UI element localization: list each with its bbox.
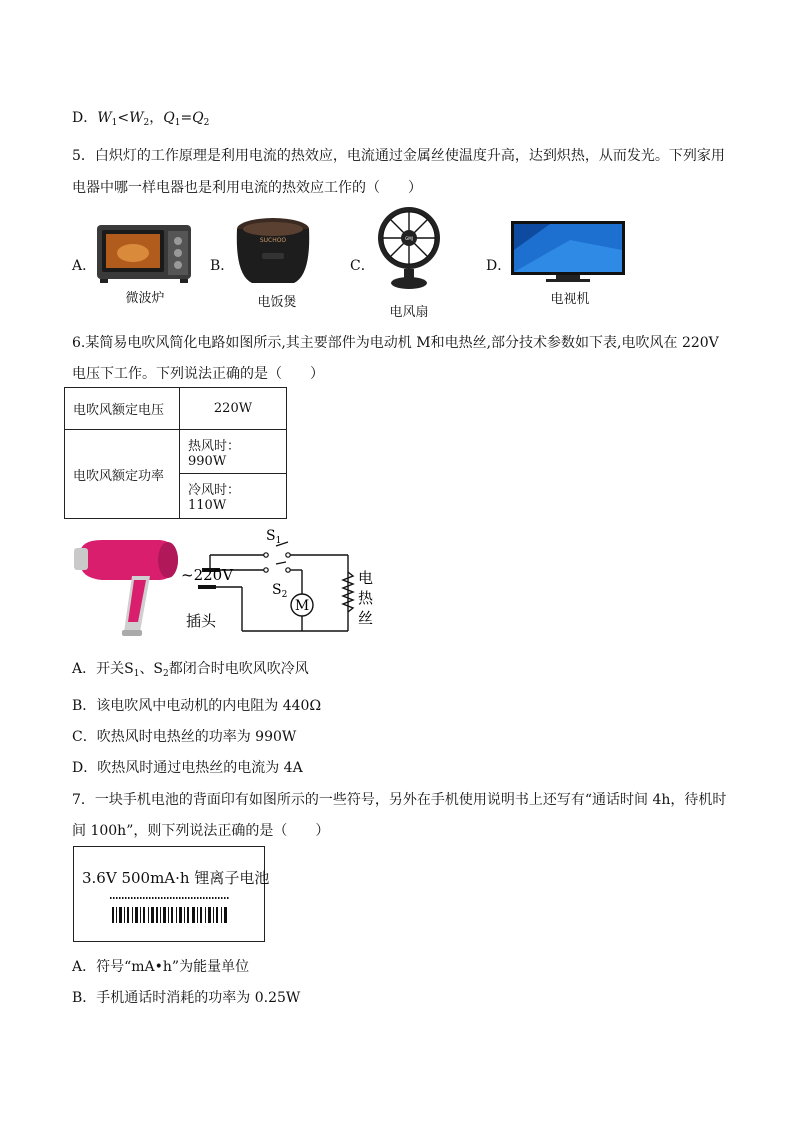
var-q2: Q (192, 110, 204, 126)
microwave-oven-image (96, 223, 192, 285)
hot-air-power: 热风时：990W (180, 430, 287, 474)
q5-option-d-label[interactable]: D． (486, 258, 512, 274)
heater-label-3: 丝 (358, 609, 374, 627)
heater-label-2: 热 (358, 589, 374, 607)
heater-label-1: 电 (358, 569, 374, 587)
rated-power-label: 电吹风额定功率 (65, 430, 180, 519)
hair-dryer-image (72, 532, 182, 640)
sub: 1 (133, 669, 140, 679)
q5-option-c-caption: 电风扇 (389, 305, 429, 320)
q5-stem-line2: 电器中哪一样电器也是利用电流的热效应工作的（ ） (72, 180, 422, 196)
sub: 2 (143, 118, 150, 128)
q7-option-b[interactable]: B．手机通话时消耗的功率为 0.25W (72, 990, 301, 1006)
circuit-diagram (180, 528, 380, 640)
q6-stem-line2: 电压下工作。下列说法正确的是（ ） (72, 366, 324, 382)
s2-sub: 2 (281, 590, 288, 600)
barcode-icon (108, 895, 232, 925)
q5-option-c-label[interactable]: C． (350, 258, 375, 274)
television-image (510, 220, 626, 284)
spec-table (64, 387, 287, 519)
q7-option-a[interactable]: A．符号“mA•h”为能量单位 (72, 959, 250, 975)
s1-sub: 1 (275, 536, 282, 546)
q7-stem-line1: 7．一块手机电池的背面印有如图所示的一些符号，另外在手机使用说明书上还写有“通话时间 4h，待机时 (72, 792, 727, 808)
sub: 2 (163, 669, 169, 679)
q5-option-a-caption: 微波炉 (125, 291, 165, 306)
battery-label-box (73, 846, 270, 942)
option-label: D． (72, 110, 98, 126)
separator: ， (149, 110, 164, 126)
q5-option-d-caption: 电视机 (550, 292, 590, 307)
q5-option-b-caption: 电饭煲 (257, 295, 297, 310)
rice-cooker-brand: SUCHOO (259, 237, 287, 244)
q6-option-c[interactable]: C．吹热风时电热丝的功率为 990W (72, 729, 297, 745)
rice-cooker-image (232, 215, 314, 289)
q7-stem-line2: 间 100h”，则下列说法正确的是（ ） (72, 823, 330, 839)
q6-option-b[interactable]: B．该电吹风中电动机的内电阻为 440Ω (72, 698, 322, 714)
rated-voltage-label: 电吹风额定电压 (65, 388, 180, 430)
sub: 1 (111, 118, 118, 128)
option-text: 都闭合时电吹风吹冷风 (168, 661, 309, 677)
battery-label-text: 3.6V 500mA·h 锂离子电池 (82, 869, 270, 887)
var-w1: W (97, 110, 112, 126)
svg-text:S1 (266, 528, 281, 546)
q4-option-d (72, 107, 209, 128)
operator: < (117, 110, 130, 126)
var-q1: Q (163, 110, 175, 126)
q5-stem-line1: 5．白炽灯的工作原理是利用电流的热效应，电流通过金属丝使温度升高，达到炽热，从而发光。下列家用 (72, 148, 725, 164)
voltage-label: ~220V (181, 566, 234, 584)
q6-option-a[interactable] (72, 658, 309, 679)
motor-symbol: M (294, 598, 310, 614)
s1-label: S (266, 528, 276, 544)
electric-fan-image (373, 205, 445, 291)
q6-stem-line1: 6.某简易电吹风简化电路如图所示,其主要部件为电动机 M和电热丝,部分技术参数如下表,电吹风在 220V (72, 335, 719, 351)
var-w2: W (129, 110, 144, 126)
sub: 2 (203, 118, 210, 128)
svg-text:S2 (272, 582, 287, 600)
q5-option-a-label[interactable]: A． (72, 258, 97, 274)
s2-label: S (272, 582, 282, 598)
sub: 1 (174, 118, 181, 128)
rated-voltage-value: 220W (180, 388, 287, 430)
operator: = (180, 110, 193, 126)
fan-brand: GMJ (405, 236, 413, 241)
option-text: A．开关S (72, 661, 134, 677)
option-text: 、S (139, 661, 164, 677)
q6-option-d[interactable]: D．吹热风时通过电热丝的电流为 4A (72, 760, 303, 776)
q5-option-b-label[interactable]: B． (210, 258, 235, 274)
plug-label: 插头 (186, 612, 217, 630)
cold-air-power: 冷风时：110W (180, 474, 287, 519)
